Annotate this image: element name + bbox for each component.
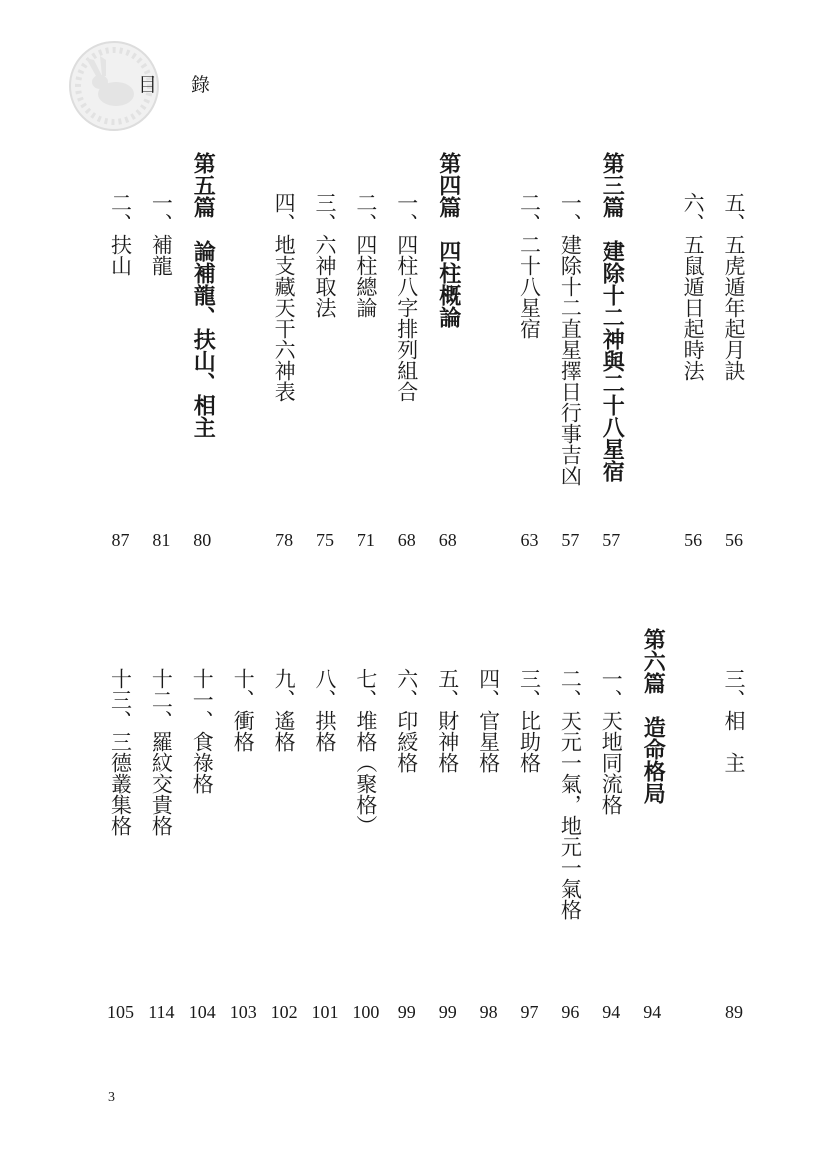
part-heading: 第四篇 四柱概論 [435,152,461,328]
toc-entry: 五、財神格 [435,668,460,773]
toc-page-number: 99 [397,1002,416,1022]
toc-page-number: 94 [602,1002,621,1022]
toc-page-number: 98 [479,1002,498,1022]
toc-entry: 十三、三德叢集格 [108,668,133,836]
toc-page-number: 94 [643,1002,662,1022]
toc-page-number: 81 [152,530,171,550]
toc-page-number: 96 [561,1002,580,1022]
toc-entry: 十一、食祿格 [190,668,215,794]
toc-entry: 九、遙格 [272,668,297,752]
part-heading: 第五篇 論補龍、扶山、相主 [190,152,216,438]
toc-page-number: 104 [188,1002,216,1022]
toc-entry: 六、印綬格 [394,668,419,773]
toc-entry: 三、相 主 [722,668,746,773]
toc-entry: 三、六神取法 [313,192,337,318]
toc-page-number: 68 [397,530,416,550]
toc-page-number: 68 [438,530,457,550]
toc-page-number: 99 [438,1002,457,1022]
part-heading: 第三篇 建除十二神與二十八星宿 [599,152,625,482]
toc-entry: 一、補龍 [149,192,174,276]
toc-page-number: 87 [111,530,130,550]
toc-entry: 三、比助格 [517,668,542,773]
toc-entry: 二、扶山 [108,192,133,276]
toc-page-number: 57 [602,530,621,550]
toc-entry: 四、官星格 [476,668,501,773]
toc-page-number: 97 [520,1002,539,1022]
toc-page-number: 78 [275,530,294,550]
toc-entry: 六、五鼠遁日起時法 [681,192,706,381]
toc-entry: 一、建除十二直星擇日行事吉凶 [558,192,583,486]
part-heading: 第六篇 造命格局 [640,628,666,804]
toc-page-number: 80 [193,530,212,550]
toc-entry: 八、拱格 [313,668,337,752]
toc-entry: 一、天地同流格 [599,668,624,815]
toc-page-number: 57 [561,530,580,550]
toc-entry: 二、天元一氣，地元一氣格 [558,668,583,920]
toc-entry: 一、四柱八字排列組合 [394,192,419,402]
toc-entry: 二、二十八星宿 [517,192,542,339]
toc-page-number: 114 [148,1002,175,1022]
toc-page-number: 102 [270,1002,298,1022]
toc-entry: 二、四柱總論 [353,192,378,318]
page-number: 3 [108,1090,115,1105]
toc-page-number: 100 [352,1002,380,1022]
toc-page-number: 105 [107,1002,134,1022]
toc-page-number: 89 [725,1002,743,1022]
toc-page-number: 56 [725,530,743,550]
toc-entry: 四、地支藏天干六神表 [272,192,297,402]
toc-entry: 七、堆格（聚格） [353,668,378,836]
toc-page-number: 103 [229,1002,257,1022]
toc-page-number: 56 [684,530,703,550]
toc-page-number: 71 [356,530,375,550]
toc-page-number: 101 [311,1002,339,1022]
toc-entry: 十、衝格 [231,668,256,752]
toc-entry: 五、五虎遁年起月訣 [722,192,746,381]
toc-entry: 十二、羅紋交貴格 [149,668,174,836]
toc-page-number: 75 [316,530,334,550]
toc-page-number: 63 [520,530,539,550]
page-title: 目 錄 [138,74,225,96]
